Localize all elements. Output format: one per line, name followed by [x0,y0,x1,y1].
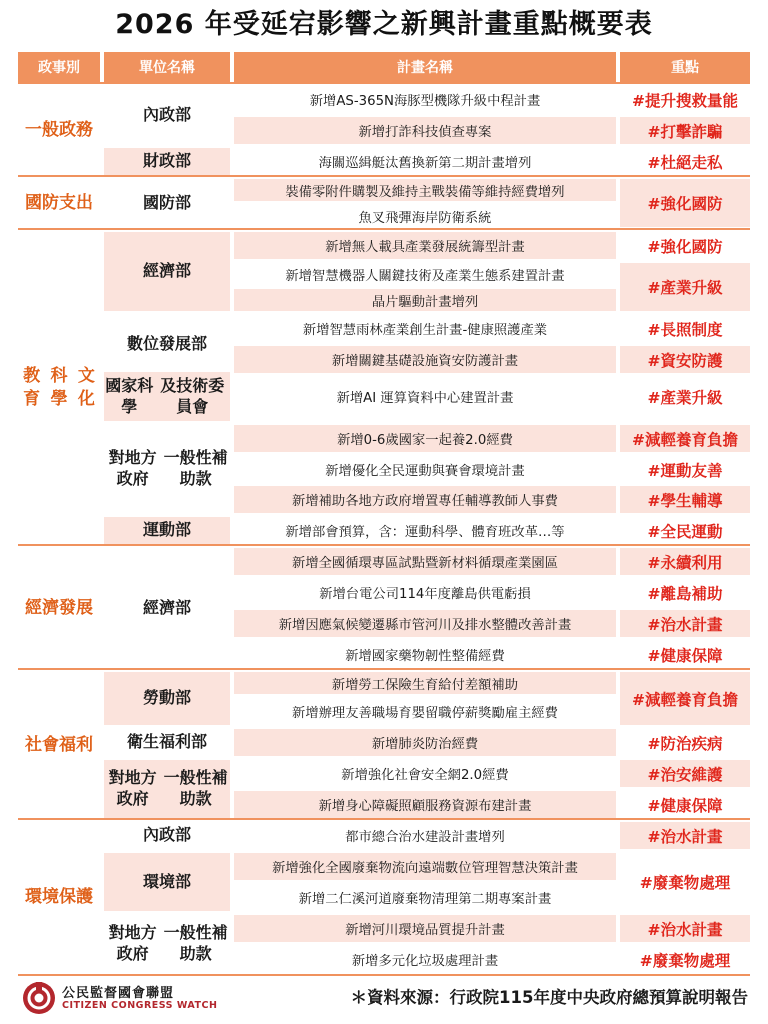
unit-label: 內政部 [142,104,191,124]
focus-tag: #健康保障 [647,646,723,665]
policy-label: 政務 [59,120,93,141]
focus-tag: #產業升級 [620,263,750,311]
unit-cell [104,517,230,544]
plan-cell: 新增智慧機器人關鍵技術及產業生態系建置計畫 [285,268,565,284]
unit-label: 經濟部 [142,261,191,281]
policy-label: 發展 [59,597,93,618]
plan-cell: 裝備零附件購製及維持主戰裝備等維持經費增列 [234,179,616,201]
header-plan: 計畫名稱 [234,52,616,82]
focus-tag: #治水計畫 [620,915,750,942]
plan-cell: 新增部會預算，含：運動科學、體育班改革…等 [285,525,565,540]
focus-tag: #減輕養育負擔 [620,672,750,725]
focus-tag: #減輕養育負擔 [620,425,750,452]
section-divider [18,228,750,230]
unit-cell [104,915,230,973]
policy-label: 社會 [25,734,59,755]
focus-tag: #杜絕走私 [647,153,723,172]
unit-label: 內政部 [142,825,191,845]
policy-cell [18,232,100,544]
plan-cell: 新增打詐科技偵查專案 [234,117,616,144]
plan-cell: 都市總合治水建設計畫增列 [345,830,505,845]
logo-english-name: CITIZEN CONGRESS WATCH [62,1000,218,1011]
unit-cell [104,315,230,373]
policy-cell [18,672,100,818]
unit-cell [104,148,230,175]
plan-cell: 新增AI 運算資料中心建置計畫 [336,391,514,406]
plan-cell: 新增補助各地方政府增置專任輔導教師人事費 [234,486,616,513]
plan-cell: 新增AS-365N海豚型機隊升級中程計畫 [309,94,541,109]
unit-cell [104,425,230,513]
plan-cell: 新增國家藥物韌性整備經費 [345,649,505,664]
plan-cell: 新增0-6歲國家一起養2.0經費 [234,425,616,452]
plan-cell: 新增身心障礙照顧服務資源布建計畫 [234,791,616,818]
policy-label: 保護 [59,887,93,908]
unit-label: 勞動部 [142,688,191,708]
policy-label: 環境 [25,887,59,908]
unit-cell [104,179,230,227]
plan-cell: 新增河川環境品質提升計畫 [234,915,616,942]
unit-label: 一般性補助款 [163,923,228,963]
policy-cell [18,822,100,973]
focus-tag: #廢棄物處理 [639,951,731,970]
focus-tag: #治水計畫 [620,822,750,849]
policy-label: 國防 [25,192,59,213]
policy-label: 科學 [50,366,68,409]
focus-tag: #防治疾病 [647,734,723,753]
policy-cell [18,179,100,227]
unit-label: 及技術委員會 [160,375,225,416]
focus-tag: #強化國防 [647,237,723,256]
plan-cell: 新增關鍵基礎設施資安防護計畫 [234,346,616,373]
logo [22,978,222,1018]
plan-cell: 魚叉飛彈海岸防衛系統 [358,210,492,226]
plan-cell: 新增強化社會安全網2.0經費 [341,768,509,783]
focus-tag: #打擊詐騙 [620,117,750,144]
unit-cell [104,232,230,311]
unit-cell [104,548,230,668]
unit-cell [104,86,230,144]
plan-cell: 晶片驅動計畫增列 [234,289,616,311]
plan-cell: 新增全國循環專區試點暨新材料循環產業園區 [234,548,616,575]
section-divider [18,818,750,820]
unit-label: 財政部 [142,151,191,171]
focus-tag: #永續利用 [620,548,750,575]
unit-label: 數位發展部 [126,333,207,353]
section-divider [18,82,750,84]
plan-cell: 新增肺炎防治經費 [234,729,616,756]
unit-label: 對地方政府 [108,923,157,963]
policy-label: 一般 [25,120,59,141]
citizen-congress-watch-logo-icon [22,981,56,1015]
focus-tag: #學生輔導 [620,486,750,513]
plan-cell: 新增辦理友善職場育嬰留職停薪獎勵雇主經費 [292,706,558,721]
focus-tag: #提升搜救量能 [632,91,738,110]
focus-tag: #全民運動 [647,522,723,541]
unit-cell [104,822,230,849]
focus-tag: #資安防護 [620,346,750,373]
plan-cell: 海關巡緝艇汰舊換新第二期計畫增列 [318,156,532,171]
logo-chinese-name: 公民監督國會聯盟 [62,986,175,1001]
policy-label: 教育 [23,366,41,409]
focus-tag: #強化國防 [620,179,750,227]
table-bottom-rule [18,974,750,976]
section-divider [18,175,750,177]
unit-label: 一般性補助款 [163,768,228,808]
policy-label: 支出 [59,192,93,213]
focus-tag: #運動友善 [647,461,723,480]
unit-label: 國家科學 [105,375,154,416]
policy-label: 福利 [59,734,93,755]
section-divider [18,544,750,546]
unit-cell [104,372,230,421]
unit-label: 經濟部 [142,597,191,617]
focus-tag: #健康保障 [647,796,723,815]
focus-tag: #治水計畫 [620,610,750,637]
header-policy: 政事別 [18,52,100,82]
focus-tag: #產業升級 [647,388,723,407]
plan-cell: 新增智慧雨林產業創生計畫-健康照護產業 [302,323,548,338]
focus-tag: #離島補助 [647,584,723,603]
unit-label: 對地方政府 [108,768,157,808]
unit-label: 運動部 [142,520,191,540]
unit-label: 衛生福利部 [126,732,207,752]
plan-cell: 新增強化全國廢棄物流向遠端數位管理智慧決策計畫 [234,853,616,880]
focus-tag: #長照制度 [647,320,723,339]
plan-cell: 新增優化全民運動與賽會環境計畫 [325,464,525,479]
plan-cell: 新增勞工保險生育給付差額補助 [234,672,616,694]
policy-label: 經濟 [25,597,59,618]
unit-label: 國防部 [142,192,191,212]
unit-cell [104,729,230,756]
focus-tag: #廢棄物處理 [639,874,731,892]
unit-label: 環境部 [142,871,191,891]
budget-table [18,52,750,970]
page-title: 2026 年受延宕影響之新興計畫重點概要表 [115,9,653,40]
plan-cell: 新增多元化垃圾處理計畫 [351,954,499,969]
unit-cell [104,760,230,818]
plan-cell: 新增二仁溪河道廢棄物清理第二期專案計畫 [298,892,552,907]
policy-label: 文化 [77,366,95,409]
unit-cell [104,853,230,911]
data-source-note: ＊資料來源：行政院115年度中央政府總預算說明報告 [350,988,748,1007]
unit-label: 對地方政府 [108,448,157,488]
plan-cell: 新增無人載具產業發展統籌型計畫 [234,232,616,259]
policy-cell [18,86,100,175]
unit-label: 一般性補助款 [163,448,228,488]
header-focus: 重點 [620,52,750,82]
plan-cell: 新增因應氣候變遷縣市管河川及排水整體改善計畫 [234,610,616,637]
section-divider [18,668,750,670]
header-unit: 單位名稱 [104,52,230,82]
policy-cell [18,548,100,668]
plan-cell: 新增台電公司114年度離島供電虧損 [319,587,531,602]
focus-tag: #治安維護 [620,760,750,787]
unit-cell [104,672,230,725]
